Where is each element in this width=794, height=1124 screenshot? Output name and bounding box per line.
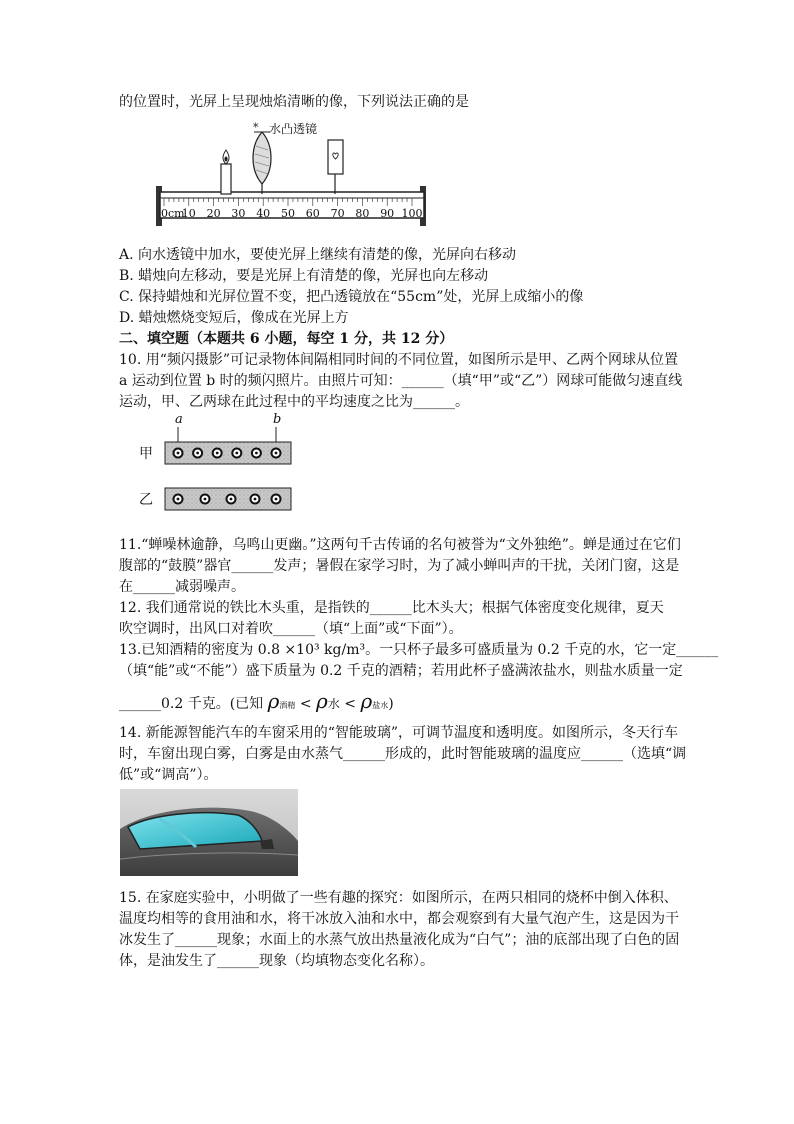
row-label-jia: 甲 [139,447,153,462]
ball-center [204,498,207,501]
q9-option-c: C. 保持蜡烛和光屏位置不变，把凸透镜放在“55cm”处，光屏上成缩小的像 [119,289,584,305]
sub-alcohol: 酒精 [279,701,296,710]
q15-line-4: 体，是油发生了______现象（均填物态变化名称）。 [119,953,434,969]
ruler-label: 10 [181,207,196,220]
ruler-label: 20 [206,207,221,220]
ruler-label: 100 [401,207,423,220]
smart-glass-car-photo [120,789,298,876]
q13-prefix: ______0.2 千克。(已知 [119,696,264,712]
section-heading: 二、填空题（本题共 6 小题，每空 1 分，共 12 分） [119,331,454,347]
q11-line-1: 11.“蝉噪林逾静，乌鸣山更幽。”这两句千古传诵的名句被誉为“文外独绝”。蝉是通过在它们 [119,537,681,553]
ball-center [216,452,219,455]
q13-line-2: （填“能”或“不能”）盛下质量为 0.2 千克的酒精；若用此杯子盛满浓盐水，则盐水质量一定 [119,663,683,679]
lens-marker: * [253,121,259,134]
close-paren: ) [388,696,394,712]
q13-line-1: 13.已知酒精的密度为 0.8 ×10³ kg/m³。一只杯子最多可盛质量为 0.2 千克的水，它一定______ [119,642,719,658]
ruler-label: 60 [305,207,320,220]
label-a: a [175,412,183,427]
ball-center [230,498,233,501]
rho-symbol: ρ [316,689,328,713]
q12-line-2: 吹空调时，出风口对着吹______（填“上面”或“下面”）。 [119,621,463,637]
ball-center [177,452,180,455]
ball-center [196,452,199,455]
candle [221,164,231,194]
light-screen [328,140,343,174]
less-than: < [344,696,357,712]
label-b: b [273,412,282,427]
lens-label: 水凸透镜 [269,122,318,136]
q14-line-1: 14. 新能源智能汽车的车窗采用的“智能玻璃”，可调节温度和透明度。如图所示，冬天行车 [119,725,679,741]
q11-line-3: 在______减弱噪声。 [119,579,245,595]
sub-brine: 盐水 [372,701,389,710]
sub-water: 水 [327,697,340,711]
less-than: < [299,696,312,712]
q15-line-3: 冰发生了______现象；水面上的水蒸气放出热量液化成为“白气”；油的底部出现了白色的固 [119,932,680,948]
ruler-label: 90 [380,207,395,220]
ruler-label: 40 [256,207,271,220]
rho-symbol: ρ [360,689,373,713]
ball-center [275,498,278,501]
q10-line-2: a 运动到位置 b 时的频闪照片。由照片可知：______（填“甲”或“乙”）网球可能做匀速直线 [119,373,683,389]
ball-center [275,452,278,455]
q9-stem: 的位置时，光屏上呈现烛焰清晰的像，下列说法正确的是 [119,94,469,110]
ball-center [255,452,258,455]
ruler-label: 0cm [161,207,185,220]
q9-option-b: B. 蜡烛向左移动，要是光屏上有清楚的像，光屏也向左移动 [119,268,489,284]
ruler-label: 80 [355,207,370,220]
q13-line-3 [119,688,394,719]
q10-line-3: 运动，甲、乙两球在此过程中的平均速度之比为______。 [119,394,469,410]
rho-symbol: ρ [267,689,280,713]
q10-line-1: 10. 用“频闪摄影”可记录物体间隔相同时间的不同位置，如图所示是甲、乙两个网球从位置 [119,352,679,368]
strobe-photo-figure [135,410,305,520]
ball-center [235,452,238,455]
q15-line-2: 温度均相等的食用油和水，将干冰放入油和水中，都会观察到有大量气泡产生，这是因为干 [119,911,679,927]
q14-line-3: 低”或“调高”）。 [119,767,218,783]
q9-option-d: D. 蜡烛燃烧变短后，像成在光屏上方 [119,310,349,326]
q9-option-a: A. 向水透镜中加水，要使光屏上继续有清楚的像，光屏向右移动 [119,247,517,263]
row-label-yi: 乙 [139,493,153,508]
optical-bench-figure [150,120,435,230]
q15-line-1: 15. 在家庭实验中，小明做了一些有趣的探究：如图所示，在两只相同的烧杯中倒入体积、 [119,890,678,906]
ball-center [177,498,180,501]
ball-center [254,498,257,501]
ruler-label: 50 [281,207,295,220]
q12-line-1: 12. 我们通常说的铁比木头重，是指铁的______比木头大；根据气体密度变化规律，夏天 [119,600,664,616]
q11-line-2: 腹部的“鼓膜”器官______发声；暑假在家学习时，为了减小蝉叫声的干扰，关闭门窗，这是 [119,558,680,574]
ruler-label: 30 [231,207,246,220]
q14-line-2: 时，车窗出现白雾，白雾是由水蒸气______形成的，此时智能玻璃的温度应______（选填“调 [119,746,687,762]
ruler-label: 70 [330,207,345,220]
